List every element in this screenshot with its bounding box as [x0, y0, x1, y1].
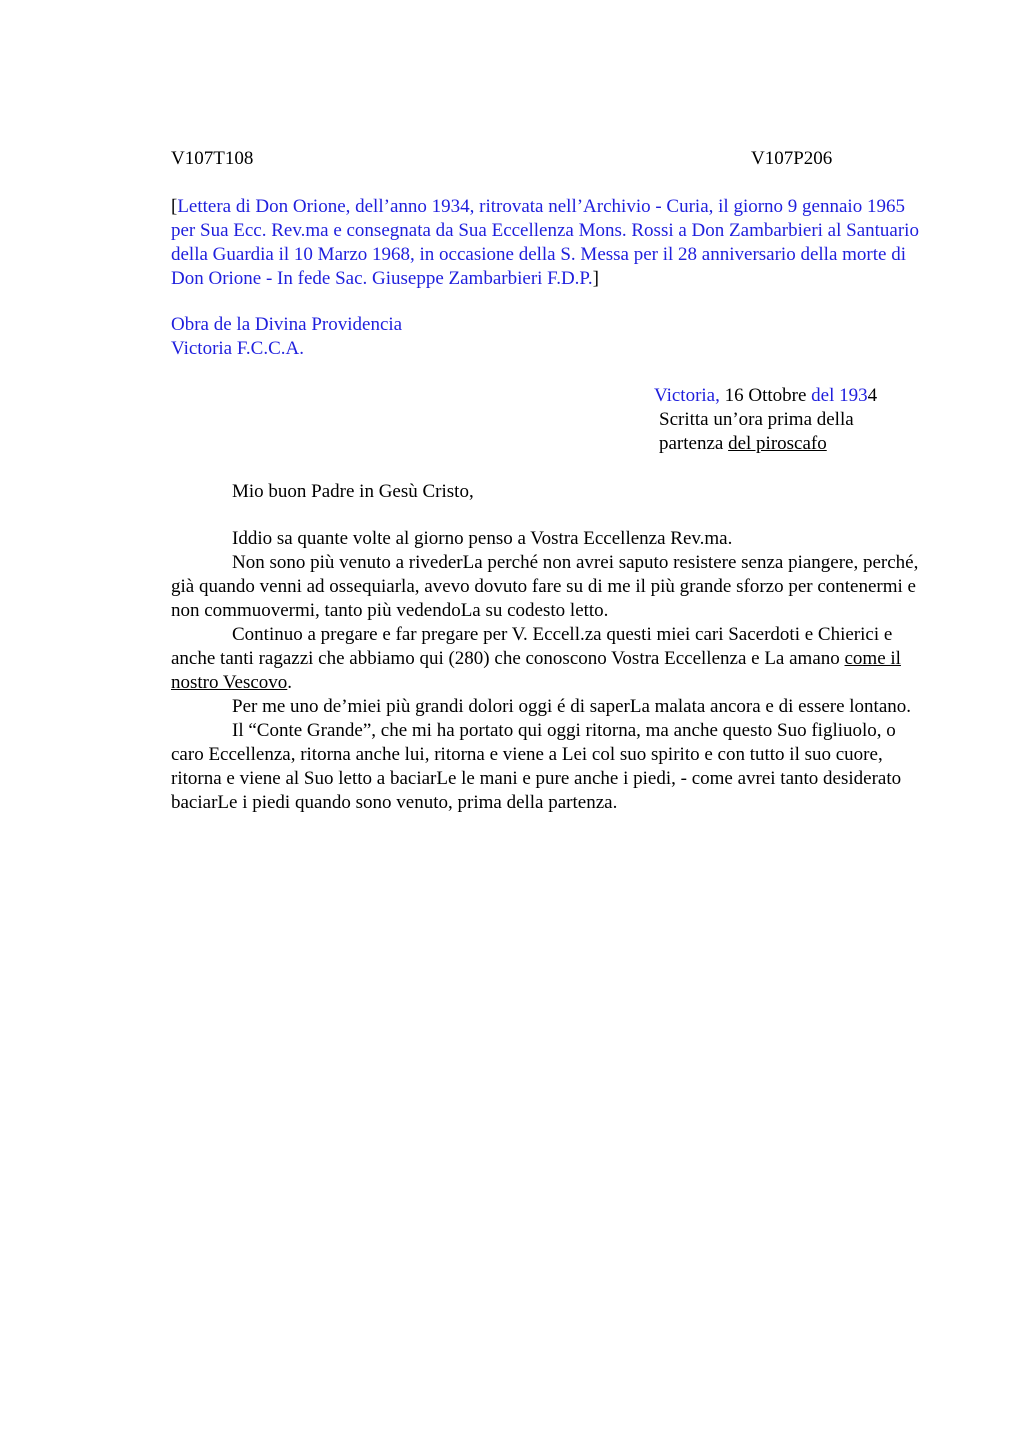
dateline [654, 384, 877, 456]
letter-salutation: Mio buon Padre in Gesù Cristo, [232, 481, 474, 502]
organization-location: Victoria F.C.C.A. [171, 338, 304, 359]
paragraph-3-end: . [287, 672, 293, 693]
paragraph-3-underlined: come il nostro Vescovo [171, 648, 901, 693]
reference-code-right: V107P206 [751, 148, 833, 169]
archival-note [171, 195, 931, 291]
letter-paragraph-3 [171, 623, 931, 695]
dateline-place: Victoria, [654, 385, 720, 406]
dateline-year-prefix: del 193 [811, 385, 868, 406]
letter-paragraph-4: Per me uno de’miei più grandi dolori oggi é di saperLa malata ancora e di essere lontano. [232, 696, 912, 717]
letter-paragraph-1: Iddio sa quante volte al giorno penso a Vostra Eccellenza Rev.ma. [232, 528, 733, 549]
reference-code-left: V107T108 [171, 148, 254, 169]
note-close-bracket: ] [592, 268, 599, 289]
archival-note-text: Lettera di Don Orione, dell’anno 1934, ritrovata nell’Archivio - Curia, il giorno 9 gennaio 1965 per Sua Ecc. Rev.ma e consegnata da Sua Eccellenza Mons. Rossi a Don Zambarbieri al Santuario della Guardia il 10 Marzo 1968, in occasione della S. Messa per il 28 anniversario della morte di Don Orione - In fede Sac. Giuseppe Zambarbieri F.D.P. [171, 196, 919, 289]
dateline-day-month: 16 Ottobre [719, 385, 812, 406]
letter-paragraph-2: Non sono più venuto a rivederLa perché non avrei saputo resistere senza piangere, perché, già quando venni ad ossequiarla, avevo dovuto fare su di me il più grande sforzo per contenermi e non commuovermi, tanto più vedendoLa su codesto letto. [171, 552, 919, 621]
dateline-date [654, 384, 877, 408]
dateline-note-underlined: del piroscafo [728, 433, 827, 454]
organization-name: Obra de la Divina Providencia [171, 314, 403, 335]
paragraph-3-text: Continuo a pregare e far pregare per V. Eccell.za questi miei cari Sacerdoti e Chierici e anche tanti ragazzi che abbiamo qui (280) che conoscono Vostra Eccellenza e La amano [171, 624, 893, 669]
dateline-year-last-digit: 4 [867, 385, 878, 406]
note-open-bracket: [ [171, 196, 178, 217]
organization-block [171, 313, 402, 361]
dateline-note-plain: partenza [659, 433, 729, 454]
dateline-note-line1: Scritta un’ora prima della [659, 409, 854, 430]
letter-paragraph-5: Il “Conte Grande”, che mi ha portato qui oggi ritorna, ma anche questo Suo figliuolo, o caro Eccellenza, ritorna anche lui, ritorna e viene a Lei col suo spirito e con tutto il suo cuore, ritorna e viene al Suo letto a baciarLe le mani e pure anche i piedi, - come avrei tanto desiderato baciarLe i piedi quando sono venuto, prima della partenza. [171, 720, 902, 813]
letter-body [171, 527, 931, 815]
dateline-note-line2 [654, 432, 877, 456]
